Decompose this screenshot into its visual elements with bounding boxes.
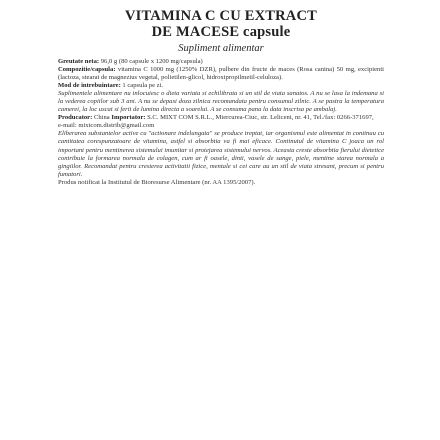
importer-label: Importator: (111, 114, 146, 122)
notification-text: Produs notificat la Institutul de Bioresurse Alimentare (nr. AA 1395/2007). (58, 178, 256, 186)
product-subtitle: Supliment alimentar (178, 43, 264, 54)
importer-value: S.C. MIXT COM S.R.L., Miercurea-Ciuc, str. Leliceni, nr. 41, (147, 114, 312, 122)
product-title-line1: VITAMINA C CU EXTRACT (124, 8, 318, 24)
usage-value: 1 capsula pe zi. (122, 82, 164, 90)
importer-email: e-mail: mixtcom.distrib@gmail.com (58, 122, 155, 130)
producer-label: Producator: (58, 114, 93, 122)
net-weight-row (58, 58, 384, 66)
net-weight-label: Greutate neta: (58, 58, 100, 65)
description-text: Eliberarea substantelor active cu "actionare indelungata" se produce treptat, iar organismul este alimentat in continuu cu cantitatea corespunzatoare de vitamina, astfel si absorbtia va fi mai eficace. Continutul de vitamina C joaca un rol important pentru mentinerea sistemului imunitar si protejarea sistemului nervos. Aceasta creste absorbtia fierului dietetice contribuie la formarea normala de colagen, cum ar fi oasele, dinti, vasele de sange, piele, mentine starea normala a gingiilor. Recomandat pentru cresterea activitatii fizice, mentale si cei care au un stil de viata stresant, precum si pentru fumatori. (58, 130, 384, 178)
importer-phone: Tel./fax: 0266-371697, (313, 114, 374, 122)
product-label (58, 8, 384, 436)
composition-value: vitamina C 1000 mg (1250% DZR), pulbere din fructe de maces (Rosa canina) 50 mg, excipienti (lactoza, stearat de magnezius vegetal, polietilen-glicol, hidroxipropilmetil-celuloza). (58, 66, 385, 82)
warnings-text: Suplimentele alimentare nu inlocuiesc o dieta variata si echilibrata si un stil de viata sanatos. A nu se lasa la indemana si la vederea copiilor sub 3 ani. A nu se depasi doza zilnica recomandata pentru consumul zilnic. A se pastra la temperatura camerei, la loc uscat si ferit de lumina directa a soarelui. A se consuma pana la data inscrisa pe ambalaj. (58, 90, 384, 114)
product-title-line2: DE MACESE capsule (151, 24, 291, 40)
composition-row (58, 66, 384, 82)
composition-label: Compozitie/capsula: (58, 66, 116, 74)
net-weight-value: 96,0 g (80 capsule x 1200 mg/capsula) (100, 58, 203, 65)
usage-label: Mod de intrebuintare: (58, 82, 121, 90)
producer-value: China (93, 114, 110, 122)
producer-row (58, 114, 384, 130)
usage-row (58, 82, 384, 90)
